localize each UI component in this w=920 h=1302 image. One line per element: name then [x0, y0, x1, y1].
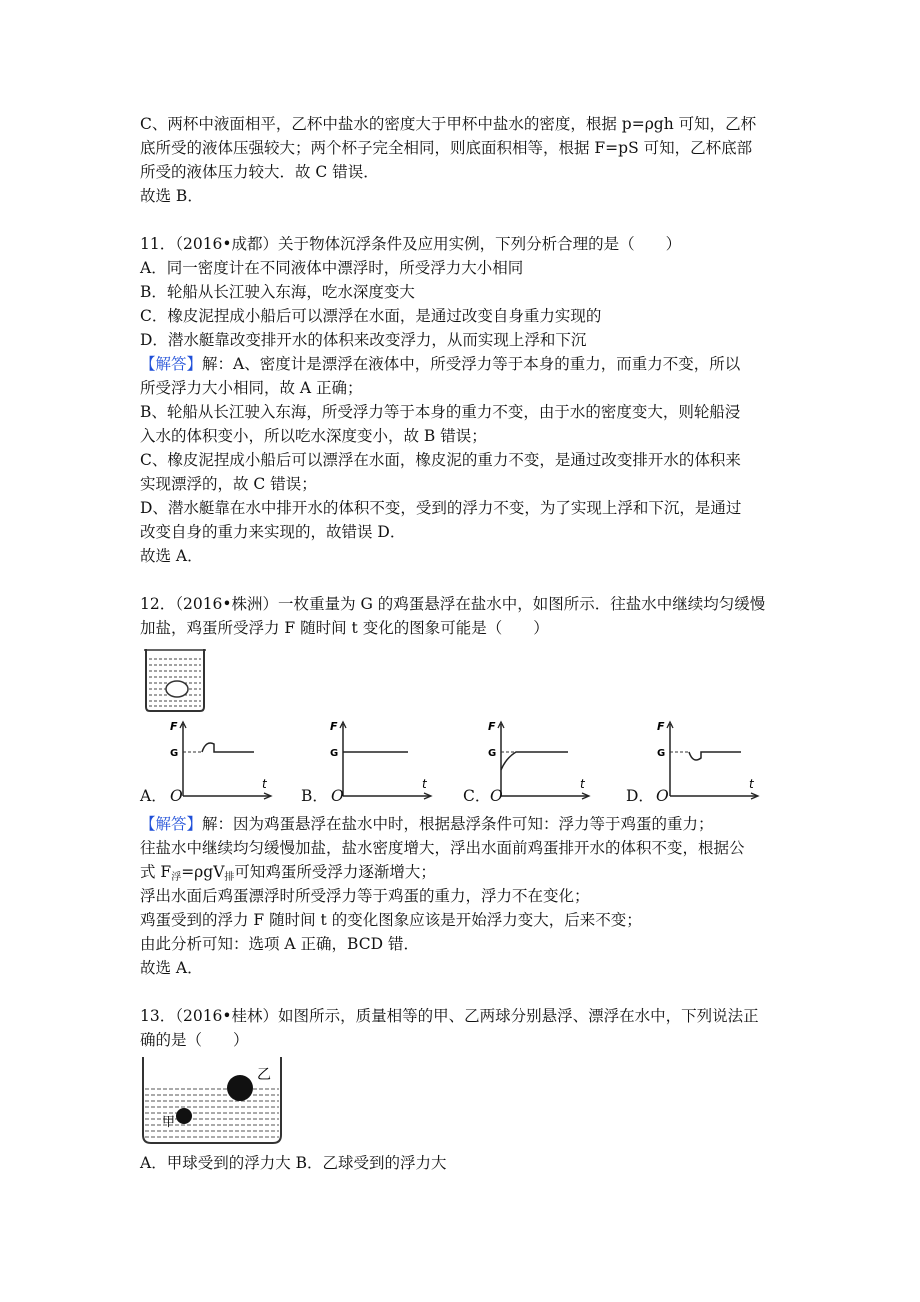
q12-stem-line2: 加盐，鸡蛋所受浮力 F 随时间 t 变化的图象可能是（ ）	[140, 619, 549, 637]
q13-stem-line2: 确的是（ ）	[140, 1031, 249, 1049]
prev-answer-c-line1: C、两杯中液面相平，乙杯中盐水的密度大于甲杯中盐水的密度，根据 p=ρgh 可知，乙杯	[140, 115, 757, 133]
q12-answer-line4: 浮出水面后鸡蛋漂浮时所受浮力等于鸡蛋的重力，浮力不在变化；	[140, 887, 590, 905]
q12-choice-d: D．	[626, 787, 654, 805]
graph-a-g-label: G	[170, 748, 179, 759]
graph-a-t-label: t	[262, 777, 267, 791]
q13-stem-line1: 13．（2016•桂林）如图所示，质量相等的甲、乙两球分别悬浮、漂浮在水中，下列说法正	[140, 1007, 759, 1025]
graph-d-f-label: F	[657, 720, 665, 733]
q11-answer-line7: D、潜水艇靠在水中排开水的体积不变，受到的浮力不变，为了实现上浮和下沉，是通过	[140, 499, 742, 517]
graph-b-g-label: G	[330, 748, 339, 759]
q12-stem-line1: 12．（2016•株洲）一枚重量为 G 的鸡蛋悬浮在盐水中，如图所示．往盐水中继续均匀缓慢	[140, 595, 766, 613]
formula-conclusion: 可知鸡蛋所受浮力逐渐增大；	[234, 863, 436, 881]
graph-d	[655, 718, 765, 802]
q11-answer-line3: B、轮船从长江驶入东海，所受浮力等于本身的重力不变，由于水的密度变大，则轮船浸	[140, 403, 741, 421]
q12-conclusion: 故选 A．	[140, 959, 203, 977]
q11-answer-line1	[140, 353, 740, 375]
q13-options-ab: A．甲球受到的浮力大 B．乙球受到的浮力大	[140, 1154, 447, 1172]
formula-sub-pai: 排	[224, 872, 235, 883]
ball-jia-label: 甲	[162, 1115, 176, 1130]
q11-option-d: D．潜水艇靠改变排开水的体积来改变浮力，从而实现上浮和下沉	[140, 331, 587, 349]
q12-answer-line6: 由此分析可知：选项 A 正确，BCD 错．	[140, 935, 419, 953]
graph-d-origin: O	[656, 787, 669, 805]
q12-answer-line5: 鸡蛋受到的浮力 F 随时间 t 的变化图象应该是开始浮力变大，后来不变；	[140, 911, 642, 929]
graph-d-g-label: G	[657, 748, 666, 759]
q12-answer-text1: 解：因为鸡蛋悬浮在盐水中时，根据悬浮条件可知：浮力等于鸡蛋的重力；	[202, 815, 714, 833]
graph-a	[168, 718, 278, 802]
graph-c-origin: O	[490, 787, 503, 805]
q11-conclusion: 故选 A．	[140, 547, 203, 565]
graph-b	[328, 718, 438, 802]
ball-jia	[176, 1108, 192, 1124]
q12-answer-line2: 往盐水中继续均匀缓慢加盐，盐水密度增大，浮出水面前鸡蛋排开水的体积不变，根据公	[140, 839, 745, 857]
q11-stem: 11．（2016•成都）关于物体沉浮条件及应用实例，下列分析合理的是（ ）	[140, 235, 682, 253]
q12-choice-b: B．	[301, 787, 328, 805]
q11-answer-line5: C、橡皮泥捏成小船后可以漂浮在水面，橡皮泥的重力不变，是通过改变排开水的体积来	[140, 451, 741, 469]
graph-c-t-label: t	[580, 777, 585, 791]
q11-answer-line8: 改变自身的重力来实现的，故错误 D．	[140, 523, 406, 541]
ball-yi-label: 乙	[257, 1067, 271, 1083]
formula-sub-fu: 浮	[171, 872, 182, 883]
ball-yi	[227, 1075, 253, 1101]
q12-answer-tag: 【解答】	[140, 815, 203, 833]
q11-answer-text1: 解：A、密度计是漂浮在液体中，所受浮力等于本身的重力，而重力不变，所以	[202, 355, 741, 373]
q12-answer-line3	[140, 861, 436, 886]
prev-answer-c-line3: 所受的液体压力较大．故 C 错误．	[140, 163, 379, 181]
prev-answer-c-line2: 底所受的液体压强较大；两个杯子完全相同，则底面积相等，根据 F=pS 可知，乙杯底部	[140, 139, 753, 157]
graph-a-f-label: F	[170, 720, 178, 733]
formula-rho-g-v: =ρgV	[181, 863, 225, 881]
q11-option-c: C．橡皮泥捏成小船后可以漂浮在水面，是通过改变自身重力实现的	[140, 307, 602, 325]
graph-c-g-label: G	[488, 748, 497, 759]
q11-answer-line2: 所受浮力大小相同，故 A 正确；	[140, 379, 363, 397]
graph-a-origin: O	[170, 787, 183, 805]
graph-c-f-label: F	[488, 720, 496, 733]
formula-f: 式 F	[140, 863, 172, 881]
q11-answer-tag: 【解答】	[140, 355, 203, 373]
graph-b-t-label: t	[422, 777, 427, 791]
q11-option-b: B．轮船从长江驶入东海，吃水深度变大	[140, 283, 415, 301]
q12-choice-a: A．	[140, 787, 167, 805]
q11-answer-line6: 实现漂浮的，故 C 错误；	[140, 475, 317, 493]
q11-option-a: A．同一密度计在不同液体中漂浮时，所受浮力大小相同	[140, 259, 524, 277]
q11-answer-line4: 入水的体积变小，所以吃水深度变小，故 B 错误；	[140, 427, 487, 445]
prev-answer-conclusion: 故选 B．	[140, 187, 203, 205]
q12-answer-line1	[140, 813, 714, 835]
graph-b-origin: O	[331, 787, 344, 805]
egg	[166, 681, 188, 697]
graph-d-t-label: t	[749, 777, 754, 791]
graph-b-f-label: F	[330, 720, 338, 733]
beaker-egg-figure	[140, 645, 210, 713]
water-container-figure	[138, 1055, 288, 1147]
q12-choice-c: C．	[463, 787, 491, 805]
